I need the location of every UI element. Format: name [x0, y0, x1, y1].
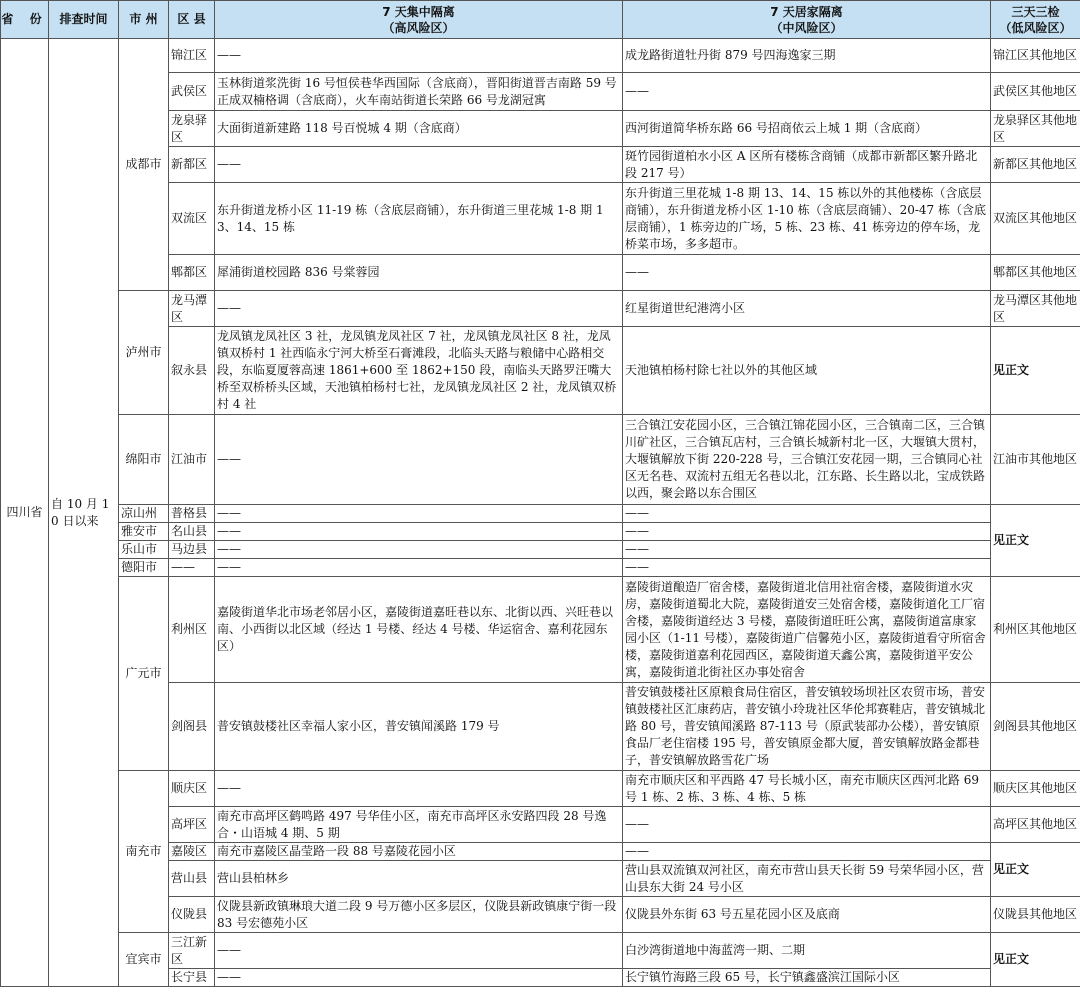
high-risk-header [215, 1, 623, 39]
county-cell: 仪陇县 [169, 897, 215, 933]
low-risk-cell: 新都区其他地区 [991, 147, 1080, 183]
check-time-header: 排查时间 [49, 1, 119, 39]
see-text-cell: 见正文 [991, 505, 1080, 577]
high-risk-cell: 普安镇鼓楼社区幸福人家小区，普安镇闻溪路 179 号 [215, 683, 623, 771]
table-row [1, 577, 1080, 683]
mid-risk-cell: —— [623, 523, 991, 541]
city-cell: 绵阳市 [119, 415, 169, 505]
county-cell: 马边县 [169, 541, 215, 559]
mid-risk-cell: 普安镇鼓楼社区原粮食局住宿区，普安镇较场坝社区农贸市场，普安镇鼓楼社区汇康药店，普安镇小玲珑社区华伦邦赛鞋店，普安镇城北路 80 号，普安镇闻溪路 87-113 号（原武装部办公楼），普安镇原食品厂老住宿楼 195 号，普安镇原金都大厦，普安镇解放路金都巷子，普安镇解放路雪花广场 [623, 683, 991, 771]
city-cell: 乐山市 [119, 541, 169, 559]
high-risk-cell: 仪陇县新政镇琳琅大道二段 9 号万德小区多层区，仪陇县新政镇康宁街一段 83 号宏德苑小区 [215, 897, 623, 933]
mid-risk-cell: —— [623, 843, 991, 861]
mid-risk-cell: 长宁镇竹海路三段 65 号，长宁镇鑫盛滨江国际小区 [623, 969, 991, 987]
mid-risk-cell: 嘉陵街道酿造厂宿舍楼，嘉陵街道北信用社宿舍楼，嘉陵街道水灾房，嘉陵街道蜀北大院，嘉陵街道安三处宿舍楼，嘉陵街道化工厂宿舍楼，嘉陵街道经达 3 号楼，嘉陵街道旺旺公寓，嘉陵街道富康家园小区（1-11 号楼），嘉陵街道广信馨苑小区，嘉陵街道看守所宿舍楼，嘉陵街道嘉利花园西区，嘉陵街道天鑫公寓，嘉陵街道平安公寓，嘉陵街道北街社区办事处宿舍 [623, 577, 991, 683]
mid-risk-header [623, 1, 991, 39]
county-cell: 新都区 [169, 147, 215, 183]
high-risk-cell: —— [215, 39, 623, 73]
high-risk-cell: 玉林街道浆洗街 16 号恒侯巷华西国际（含底商），晋阳街道晋吉南路 59 号正成双楠格调（含底商），火车南站街道长荣路 66 号龙湖冠寓 [215, 73, 623, 111]
high-risk-cell: —— [215, 415, 623, 505]
high-risk-cell: 南充市嘉陵区晶莹路一段 88 号嘉陵花园小区 [215, 843, 623, 861]
province-header: 省 份 [1, 1, 49, 39]
mid-risk-cell: 西河街道简华桥东路 66 号招商依云上城 1 期（含底商） [623, 111, 991, 147]
high-risk-cell: —— [215, 559, 623, 577]
table-row [1, 415, 1080, 505]
mid-risk-cell: 成龙路街道牡丹街 879 号四海逸家三期 [623, 39, 991, 73]
mid-risk-cell: —— [623, 807, 991, 843]
county-cell: 三江新区 [169, 933, 215, 969]
province-cell: 四川省 [1, 39, 49, 987]
header-row [1, 1, 1080, 39]
mid-risk-cell: 仪陇县外东街 63 号五星花园小区及底商 [623, 897, 991, 933]
mid-risk-cell: 东升街道三里花城 1-8 期 13、14、15 栋以外的其他楼栋（含底层商铺），东升街道龙桥小区 1-10 栋（含底层商铺）、20-47 栋（含底层商铺），1 栋旁边的广场，5 栋、23 栋、41 栋旁边的停车场，龙桥菜市场，多多超市。 [623, 183, 991, 255]
high-risk-cell: 大面街道新建路 118 号百悦城 4 期（含底商） [215, 111, 623, 147]
city-cell: 泸州市 [119, 291, 169, 415]
see-text-cell: 见正文 [991, 933, 1080, 987]
city-cell: 广元市 [119, 577, 169, 771]
city-cell: 宜宾市 [119, 933, 169, 987]
county-cell: 利州区 [169, 577, 215, 683]
mid-risk-cell: 三合镇江安花园小区，三合镇江锦花园小区，三合镇南二区，三合镇川矿社区，三合镇瓦店村，三合镇长城新村北一区，大堰镇大贯村，大堰镇解放下街 220-228 号，三合镇江安花园一期，三合镇同心社区无名巷、双流村五组无名巷以北，江东路、长生路以北，宝成铁路以西，聚会路以东合围区 [623, 415, 991, 505]
high-risk-cell: 东升街道龙桥小区 11-19 栋（含底层商铺），东升街道三里花城 1-8 期 13、14、15 栋 [215, 183, 623, 255]
city-cell: 雅安市 [119, 523, 169, 541]
high-risk-cell: —— [215, 541, 623, 559]
county-cell: 名山县 [169, 523, 215, 541]
county-cell: 长宁县 [169, 969, 215, 987]
table-row [1, 771, 1080, 807]
mid-risk-cell: 白沙湾街道地中海蓝湾一期、二期 [623, 933, 991, 969]
city-cell: 德阳市 [119, 559, 169, 577]
high-risk-cell: —— [215, 505, 623, 523]
mid-risk-cell: —— [623, 505, 991, 523]
mid-risk-cell: 红星街道世纪港湾小区 [623, 291, 991, 327]
county-cell: 武侯区 [169, 73, 215, 111]
check-time-cell: 自 10 月 10 日以来 [49, 39, 119, 987]
county-cell: 龙马潭区 [169, 291, 215, 327]
low-risk-cell: 利州区其他地区 [991, 577, 1080, 683]
low-risk-cell: 高坪区其他地区 [991, 807, 1080, 843]
mid-risk-cell: —— [623, 255, 991, 291]
high-risk-cell: 犀浦街道校园路 836 号棠蓉园 [215, 255, 623, 291]
county-cell: 普格县 [169, 505, 215, 523]
see-text-cell: 见正文 [991, 327, 1080, 415]
county-cell: 顺庆区 [169, 771, 215, 807]
mid-risk-cell: 营山县双流镇双河社区，南充市营山县天长街 59 号荣华园小区，营山县东大街 24 号小区 [623, 861, 991, 897]
high-risk-cell: 南充市高坪区鹤鸣路 497 号华佳小区，南充市高坪区永安路四段 28 号逸合・山语城 4 期、5 期 [215, 807, 623, 843]
high-risk-subtitle: （高风险区） [382, 20, 455, 35]
high-risk-cell: —— [215, 291, 623, 327]
mid-risk-subtitle: （中风险区） [770, 20, 843, 35]
mid-risk-cell: —— [623, 73, 991, 111]
high-risk-cell: —— [215, 771, 623, 807]
low-risk-cell: 武侯区其他地区 [991, 73, 1080, 111]
high-risk-cell: 龙凤镇龙凤社区 3 社，龙凤镇龙凤社区 7 社，龙凤镇龙凤社区 8 社，龙凤镇双桥村 1 社西临永宁河大桥至石膏滩段，北临头天路与粮储中心路相交段，东临夏厦蓉高速 1861+600 至 1862+150 段，南临头天路罗汪嘴大桥至双桥桥头区域，天池镇柏杨村七社，龙凤镇龙凤社区 2 社，龙凤镇双桥村 4 社 [215, 327, 623, 415]
county-cell: 锦江区 [169, 39, 215, 73]
mid-risk-title: 7 天居家隔离 [770, 4, 843, 19]
county-cell: 高坪区 [169, 807, 215, 843]
low-risk-cell: 郫都区其他地区 [991, 255, 1080, 291]
low-risk-cell: 仪陇县其他地区 [991, 897, 1080, 933]
low-risk-cell: 双流区其他地区 [991, 183, 1080, 255]
low-risk-header [991, 1, 1080, 39]
county-cell: 叙永县 [169, 327, 215, 415]
city-cell: 凉山州 [119, 505, 169, 523]
mid-risk-cell: 斑竹园街道柏水小区 A 区所有楼栋含商铺（成都市新都区繁升路北段 217 号） [623, 147, 991, 183]
high-risk-cell: —— [215, 969, 623, 987]
county-cell: 嘉陵区 [169, 843, 215, 861]
high-risk-title: 7 天集中隔离 [382, 4, 455, 19]
low-risk-cell: 龙泉驿区其他地区 [991, 111, 1080, 147]
city-cell: 成都市 [119, 39, 169, 291]
high-risk-cell: 嘉陵街道华北市场老邻居小区，嘉陵街道嘉旺巷以东、北街以西、兴旺巷以南、小西街以北区域（经达 1 号楼、经达 4 号楼、华运宿舍、嘉利花园东区） [215, 577, 623, 683]
mid-risk-cell: 天池镇柏杨村除七社以外的其他区域 [623, 327, 991, 415]
city-cell: 南充市 [119, 771, 169, 933]
low-risk-cell: 龙马潭区其他地区 [991, 291, 1080, 327]
table-row [1, 505, 1080, 523]
low-risk-title: 三天三检 [1011, 4, 1060, 19]
table-row [1, 559, 1080, 577]
low-risk-cell: 江油市其他地区 [991, 415, 1080, 505]
county-cell: 龙泉驿区 [169, 111, 215, 147]
high-risk-cell: —— [215, 147, 623, 183]
city-header: 市 州 [119, 1, 169, 39]
mid-risk-cell: —— [623, 541, 991, 559]
high-risk-cell: 营山县柏林乡 [215, 861, 623, 897]
county-header: 区 县 [169, 1, 215, 39]
mid-risk-cell: 南充市顺庆区和平西路 47 号长城小区，南充市顺庆区西河北路 69 号 1 栋、2 栋、3 栋、4 栋、5 栋 [623, 771, 991, 807]
county-cell: 江油市 [169, 415, 215, 505]
table-row [1, 39, 1080, 73]
mid-risk-cell: —— [623, 559, 991, 577]
table-row [1, 933, 1080, 969]
county-cell: 剑阁县 [169, 683, 215, 771]
county-cell: 郫都区 [169, 255, 215, 291]
low-risk-cell: 锦江区其他地区 [991, 39, 1080, 73]
table-row [1, 291, 1080, 327]
low-risk-subtitle: （低风险区） [999, 20, 1072, 35]
table-row [1, 541, 1080, 559]
county-cell: 双流区 [169, 183, 215, 255]
see-text-cell: 见正文 [991, 843, 1080, 897]
high-risk-cell: —— [215, 933, 623, 969]
low-risk-cell: 顺庆区其他地区 [991, 771, 1080, 807]
county-cell: 营山县 [169, 861, 215, 897]
table-row [1, 523, 1080, 541]
county-cell: —— [169, 559, 215, 577]
high-risk-cell: —— [215, 523, 623, 541]
low-risk-cell: 剑阁县其他地区 [991, 683, 1080, 771]
